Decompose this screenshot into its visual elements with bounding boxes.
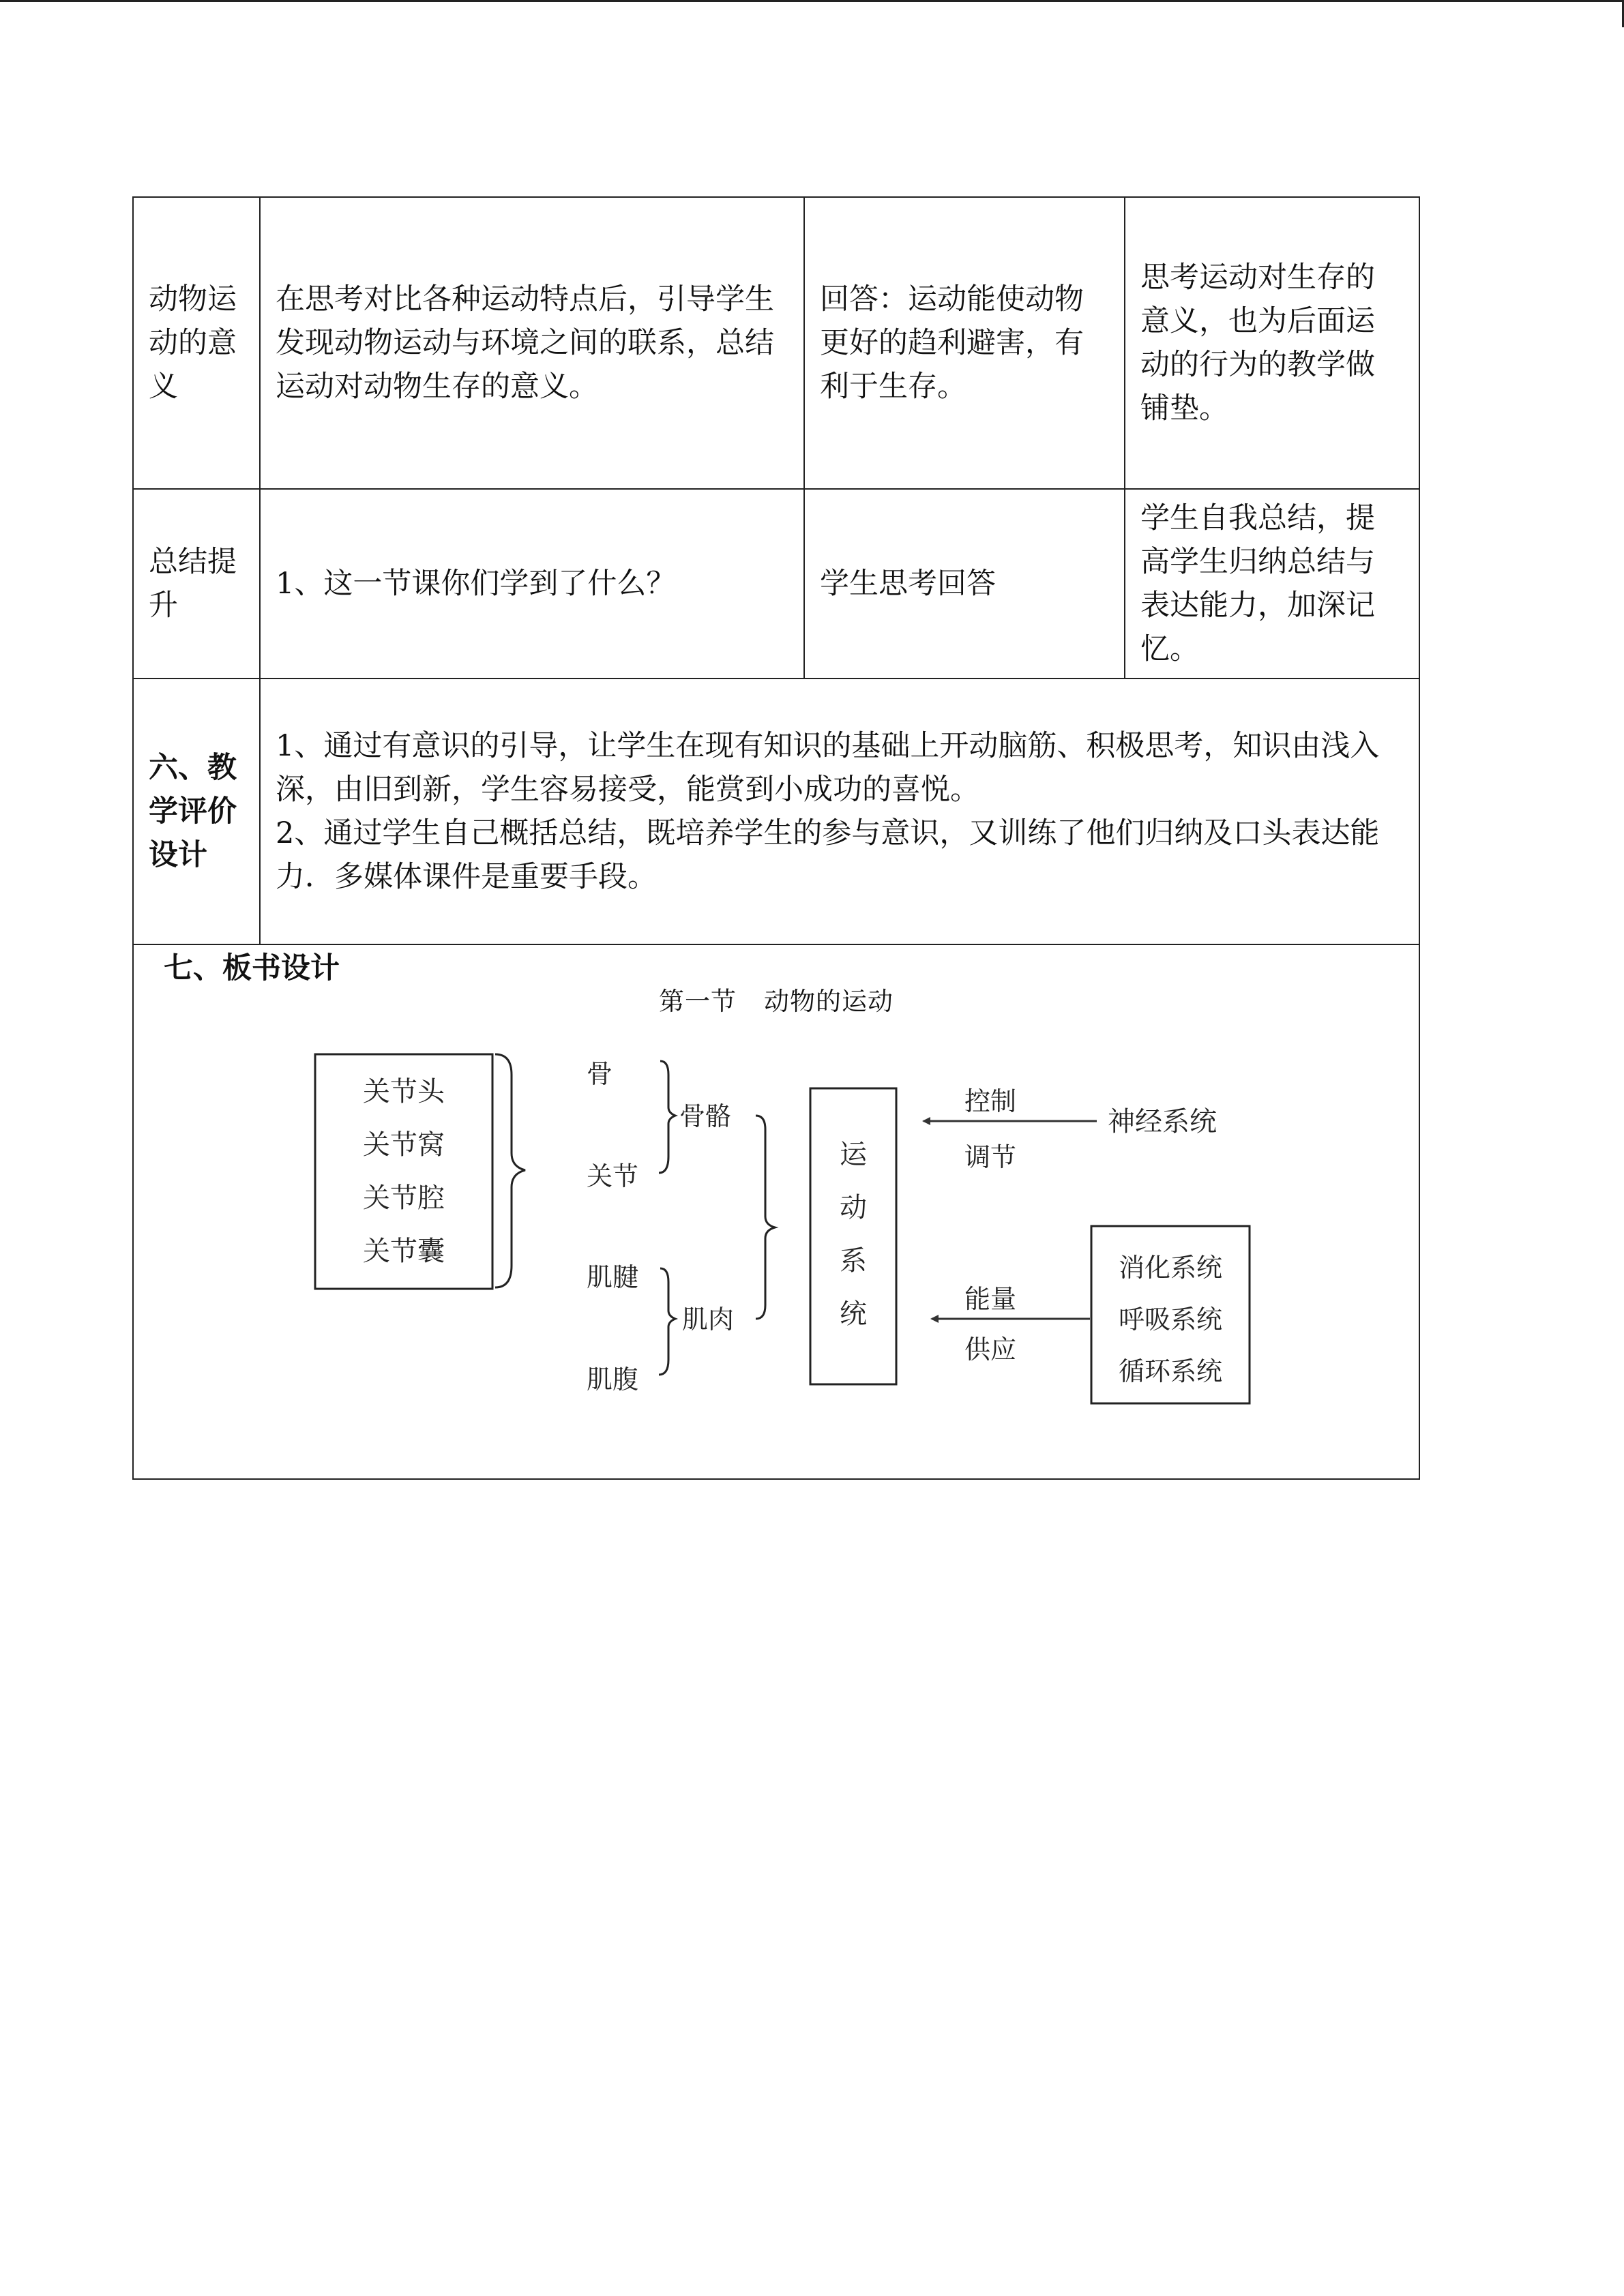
support-system-label: 呼吸系统 [1118, 1304, 1223, 1335]
tendon-label: 肌腱 [587, 1262, 639, 1292]
evaluation-label: 六、教学评价设计 [133, 679, 260, 944]
student-activity: 学生思考回答 [804, 489, 1125, 679]
skeleton-brace [659, 1061, 675, 1173]
design-purpose: 学生自我总结，提高学生归纳总结与表达能力，加深记忆。 [1125, 489, 1419, 679]
energy-label: 能量 [964, 1284, 1017, 1314]
supply-label: 供应 [964, 1335, 1017, 1365]
muscle-label: 肌肉 [682, 1304, 735, 1335]
student-activity: 回答：运动能使动物更好的趋利避害，有利于生存。 [804, 197, 1125, 489]
joint-part-label: 关节头 [363, 1076, 445, 1107]
evaluation-point: 1、通过有意识的引导，让学生在现有知识的基础上开动脑筋、积极思考，知识由浅入深，由旧到新，学生容易接受，能赏到小成功的喜悦。 [276, 729, 1380, 807]
nervous-system-label: 神经系统 [1108, 1106, 1217, 1137]
joint-part-label: 关节囊 [363, 1236, 445, 1267]
joint-part-label: 关节窝 [363, 1129, 445, 1161]
board-title-section: 第一节 [659, 987, 737, 1016]
motor-system-brace [756, 1116, 775, 1319]
board-title-topic: 动物的运动 [764, 987, 894, 1016]
teacher-activity: 在思考对比各种运动特点后，引导学生发现动物运动与环境之间的联系，总结运动对动物生存的意义。 [260, 197, 804, 489]
muscle-brace [659, 1268, 675, 1375]
control-label: 控制 [964, 1086, 1017, 1116]
page-top-border [0, 0, 1624, 2]
lesson-plan-table [132, 196, 1420, 1480]
evaluation-content [260, 679, 1419, 944]
row-label: 动物运动的意义 [133, 197, 260, 489]
table-row [133, 197, 1419, 489]
motor-system-char: 系 [840, 1245, 867, 1277]
support-system-label: 消化系统 [1118, 1253, 1223, 1283]
board-diagram [149, 1034, 1435, 1457]
motor-system-char: 动 [840, 1192, 867, 1223]
table-row [133, 679, 1419, 944]
motor-system-char: 运 [840, 1139, 867, 1170]
joint-part-label: 关节腔 [363, 1182, 445, 1214]
board-design-cell [133, 944, 1419, 1479]
belly-label: 肌腹 [587, 1365, 639, 1395]
bone-label: 骨 [587, 1059, 613, 1089]
table-row [133, 489, 1419, 679]
joint-parts-brace [495, 1054, 525, 1287]
motor-system-char: 统 [840, 1298, 867, 1330]
board-title [149, 985, 1404, 1019]
regulate-label: 调节 [964, 1142, 1017, 1172]
joint-label: 关节 [587, 1161, 639, 1191]
board-design [149, 945, 1404, 1478]
table-row [133, 944, 1419, 1479]
motor-system-box [810, 1088, 896, 1384]
row-label: 总结提升 [133, 489, 260, 679]
evaluation-point: 2、通过学生自己概括总结，既培养学生的参与意识，又训练了他们归纳及口头表达能力．多媒体课件是重要手段。 [276, 816, 1380, 894]
teacher-activity: 1、这一节课你们学到了什么？ [260, 489, 804, 679]
support-system-label: 循环系统 [1118, 1356, 1223, 1386]
skeleton-label: 骨骼 [679, 1101, 732, 1131]
design-purpose: 思考运动对生存的意义，也为后面运动的行为的教学做铺垫。 [1125, 197, 1419, 489]
section-title: 七、板书设计 [164, 951, 340, 985]
